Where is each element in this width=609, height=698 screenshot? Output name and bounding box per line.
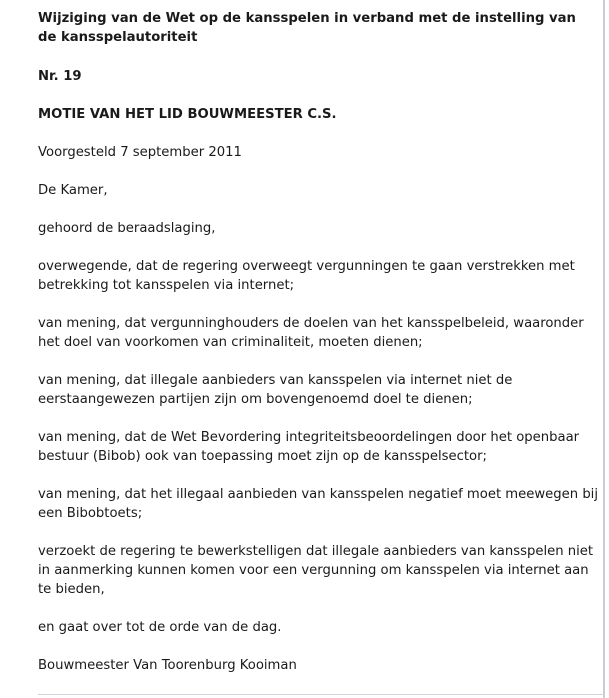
paragraph-closing: en gaat over tot de orde van de dag. xyxy=(38,620,282,635)
paragraph-opinion-illegal-providers: van mening, dat illegale aanbieders van kansspelen via internet niet de eerstaangewezen partijen zijn om bovengenoemd doel te dienen; xyxy=(38,373,513,407)
paragraph-request: verzoekt de regering te bewerkstelligen dat illegale aanbieders van kansspelen niet in aanmerking kunnen komen voor een vergunning om kansspelen via internet aan te bieden, xyxy=(38,544,594,597)
paragraph-heard: gehoord de beraadslaging, xyxy=(38,221,216,236)
signatories: Bouwmeester Van Toorenburg Kooiman xyxy=(38,658,297,673)
bottom-divider xyxy=(38,694,604,695)
document-number: Nr. 19 xyxy=(38,69,82,84)
document-body xyxy=(38,9,599,673)
paragraph-considering: overwegende, dat de regering overweegt vergunningen te gaan verstrekken met betrekking tot kansspelen via internet; xyxy=(38,259,575,293)
proposed-date: Voorgesteld 7 september 2011 xyxy=(38,145,242,160)
salutation: De Kamer, xyxy=(38,183,108,198)
document-title: Wijziging van de Wet op de kansspelen in verband met de instelling van de kansspelautoriteit xyxy=(38,11,576,45)
paragraph-opinion-bibobtoets: van mening, dat het illegaal aanbieden van kansspelen negatief moet meewegen bij een Bibobtoets; xyxy=(38,487,599,521)
paragraph-opinion-licence-holders: van mening, dat vergunninghouders de doelen van het kansspelbeleid, waaronder het doel van voorkomen van criminaliteit, moeten dienen; xyxy=(38,316,584,350)
paragraph-opinion-bibob: van mening, dat de Wet Bevordering integriteitsbeoordelingen door het openbaar bestuur (Bibob) ook van toepassing moet zijn op de kansspelsector; xyxy=(38,430,580,464)
motion-title: MOTIE VAN HET LID BOUWMEESTER C.S. xyxy=(38,107,337,122)
